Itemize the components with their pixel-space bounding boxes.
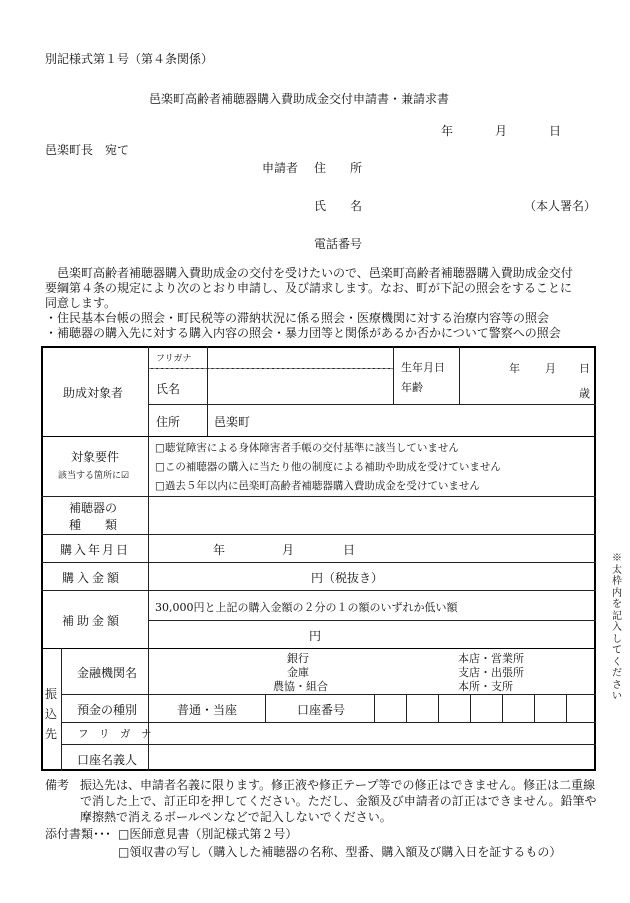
branch-type-honten[interactable]: 本店・営業所 xyxy=(458,652,524,665)
bank-type-ginko[interactable]: 銀行 xyxy=(287,652,309,665)
intro-line-3: 同意します。 xyxy=(45,296,117,310)
requirement-checkbox-2[interactable]: □この補聴器の購入に当たり他の制度による補助や助成を受けていません xyxy=(155,461,501,473)
transfer-label-2: 込 xyxy=(45,707,58,721)
applicant-phone-label: 電話番号 xyxy=(314,237,363,251)
rule xyxy=(566,694,567,722)
attachment-receipt[interactable]: □領収書の写し（購入した補聴器の名称、型番、購入額及び購入日を証するもの） xyxy=(118,845,562,859)
bank-type-nokyo[interactable]: 農協・組合 xyxy=(273,680,328,693)
requirements-label: 対象要件 xyxy=(71,450,120,464)
birth-year-label: 年 xyxy=(509,362,520,375)
furigana-label: フリガナ xyxy=(156,354,192,364)
bank-name-label: 金融機関名 xyxy=(77,666,138,680)
requirement-checkbox-3[interactable]: □過去５年以内に邑楽町高齢者補聴器購入費助成金を受けていません xyxy=(155,480,480,492)
rule xyxy=(265,694,266,722)
rule xyxy=(41,648,596,649)
address-value[interactable]: 邑楽町 xyxy=(214,415,251,429)
vertical-note: ※太枠内を記入してください xyxy=(612,553,622,702)
addressee: 邑楽町長 宛て xyxy=(45,143,130,157)
name-label: 氏名 xyxy=(156,382,181,396)
rule xyxy=(41,562,596,563)
transfer-label-3: 先 xyxy=(45,727,58,741)
intro-bullet-2: ・補聴器の購入先に対する購入内容の照会・暴力団等と関係があるか否かについて警察への照会 xyxy=(45,326,561,340)
subsidy-note: 30,000円と上記の購入金額の２分の１の額のいずれか低い額 xyxy=(155,601,458,614)
intro-line-1: 邑楽町高齢者補聴器購入費助成金の交付を受けたいので、邑楽町高齢者補聴器購入費助成金交付 xyxy=(45,266,573,280)
age-unit: 歳 xyxy=(579,387,590,400)
purchase-amount-label: 購入金額 xyxy=(62,571,123,585)
rule xyxy=(41,590,596,591)
rule xyxy=(41,496,596,497)
rule xyxy=(534,694,535,722)
rule xyxy=(406,694,407,722)
intro-line-2: 要綱第４条の規定により次のとおり申請し、及び請求します。なお、町が下記の照会をすることに xyxy=(45,281,573,295)
purchase-year-label: 年 xyxy=(213,543,226,557)
birth-month-label: 月 xyxy=(545,362,556,375)
notes-line-2: で消した上で、訂正印を押してください。ただし、金額及び申請者の訂正はできません。鉛筆や xyxy=(80,794,597,808)
date-day-label: 日 xyxy=(549,124,562,138)
purchase-day-label: 日 xyxy=(343,543,356,557)
account-number-label: 口座番号 xyxy=(297,703,346,717)
rule xyxy=(61,744,596,745)
rule xyxy=(148,648,149,771)
rule xyxy=(207,346,208,404)
type-label-2: 種 類 xyxy=(69,518,118,532)
rule xyxy=(61,648,62,771)
form-number: 別記様式第１号（第４条関係） xyxy=(45,52,214,66)
bank-type-kinko[interactable]: 金庫 xyxy=(287,666,309,679)
notes-label: 備考 xyxy=(45,778,70,792)
type-label-1: 補聴器の xyxy=(69,501,118,515)
requirement-checkbox-1[interactable]: □聴覚障害による身体障害者手帳の交付基準に該当していません xyxy=(155,442,459,454)
transfer-label-1: 振 xyxy=(45,687,58,701)
branch-type-honsho[interactable]: 本所・支所 xyxy=(458,680,513,693)
notes-line-1: 振込先は、申請者名義に限ります。修正液や修正テープ等での修正はできません。修正は二重線 xyxy=(80,778,596,792)
rule xyxy=(470,694,471,722)
attachments-label: 添付書類･･･ xyxy=(45,827,112,841)
birth-label: 生年月日 xyxy=(401,361,445,374)
address-label: 住所 xyxy=(156,415,181,429)
subsidy-amount-label: 補助金額 xyxy=(62,614,123,628)
subject-label: 助成対象者 xyxy=(63,386,124,400)
date-month-label: 月 xyxy=(495,124,508,138)
requirements-note: 該当する箇所に☑ xyxy=(58,471,130,481)
account-holder-input[interactable] xyxy=(152,746,592,768)
applicant-label: 申請者 xyxy=(262,161,299,175)
attachment-doctor-opinion[interactable]: □医師意見書（別記様式第２号） xyxy=(118,827,298,841)
rule xyxy=(393,346,394,404)
applicant-name-label: 氏 名 xyxy=(314,199,363,213)
rule xyxy=(61,694,596,695)
rule xyxy=(438,694,439,722)
purchase-amount-unit[interactable]: 円（税抜き） xyxy=(311,571,384,585)
rule xyxy=(374,694,375,722)
rule xyxy=(502,694,503,722)
holder-furigana-label: フ リ ガ ナ xyxy=(78,728,152,740)
name-input[interactable] xyxy=(211,372,389,400)
furigana-input[interactable] xyxy=(211,350,389,366)
rule xyxy=(41,534,596,535)
age-label: 年齢 xyxy=(401,381,423,394)
purchase-month-label: 月 xyxy=(282,543,295,557)
rule xyxy=(41,436,596,437)
rule xyxy=(148,404,596,405)
purchase-date-label: 購入年月日 xyxy=(60,543,131,557)
subsidy-amount-unit[interactable]: 円 xyxy=(309,629,322,643)
rule xyxy=(207,404,208,436)
deposit-type-value[interactable]: 普通・当座 xyxy=(177,703,238,717)
branch-type-shiten[interactable]: 支店・出張所 xyxy=(458,666,524,679)
form-title: 邑楽町高齢者補聴器購入費助成金交付申請書・兼請求書 xyxy=(149,92,450,106)
intro-paragraph xyxy=(45,266,605,341)
notes-line-3: 摩擦熱で消えるボールペンなどで記入しないでください。 xyxy=(80,810,392,824)
rule xyxy=(148,368,393,369)
deposit-type-label: 預金の種別 xyxy=(77,703,138,717)
rule xyxy=(459,346,460,404)
birth-day-label: 日 xyxy=(579,362,590,375)
date-year-label: 年 xyxy=(441,124,454,138)
signature-note: （本人署名） xyxy=(524,199,597,213)
rule xyxy=(148,620,596,621)
intro-bullet-1: ・住民基本台帳の照会・町民税等の滞納状況に係る照会・医療機関に対する治療内容等の照会 xyxy=(45,311,550,325)
rule xyxy=(61,722,596,723)
applicant-address-label: 住 所 xyxy=(314,161,363,175)
type-input[interactable] xyxy=(152,500,592,530)
account-holder-label: 口座名義人 xyxy=(77,753,138,767)
rule xyxy=(148,346,149,648)
